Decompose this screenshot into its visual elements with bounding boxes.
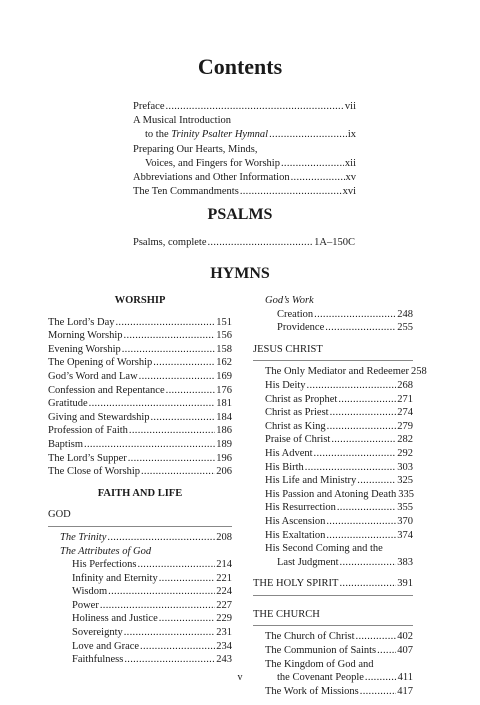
toc-entry-christ-as-king[interactable] xyxy=(253,420,413,434)
group-label-jesus-christ: JESUS CHRIST xyxy=(253,343,323,355)
entry-page: 169 xyxy=(216,370,232,382)
toc-entry-the-close-of-worship[interactable] xyxy=(48,465,232,479)
entry-page: ix xyxy=(347,129,356,141)
toc-entry-morning-worship[interactable] xyxy=(48,329,232,343)
entry-label: The Communion of Saints xyxy=(265,645,377,657)
entry-label: His Resurrection xyxy=(265,502,336,514)
entry-page: 184 xyxy=(216,411,232,423)
entry-label: Morning Worship xyxy=(48,330,123,342)
entry-page: xv xyxy=(345,172,356,184)
toc-entry-his-life-and-ministry[interactable] xyxy=(253,474,413,488)
group-label-the-church: THE CHURCH xyxy=(253,608,320,620)
toc-entry-faithfulness[interactable] xyxy=(48,653,232,667)
entry-page: 196 xyxy=(216,452,232,464)
entry-page: 303 xyxy=(397,461,413,473)
entry-label: Praise of Christ xyxy=(265,434,331,446)
toc-entry-christ-as-priest[interactable] xyxy=(253,406,413,420)
entry-label: Love and Grace xyxy=(72,640,140,652)
entry-page: 234 xyxy=(216,640,232,652)
entry-label: The Only Mediator and Redeemer xyxy=(265,366,410,378)
psalms-entry[interactable] xyxy=(133,237,355,248)
toc-entry-his-exaltation[interactable] xyxy=(253,529,413,543)
toc-entry-the-communion-of-saints[interactable] xyxy=(253,644,413,658)
entry-page: 292 xyxy=(397,447,413,459)
entry-label: Sovereignty xyxy=(72,627,123,639)
entry-page: 158 xyxy=(216,343,232,355)
entry-label: Christ as Prophet xyxy=(265,393,338,405)
entry-page: 402 xyxy=(397,631,413,643)
entry-label: Power xyxy=(72,599,99,611)
entry-page: xvi xyxy=(342,186,356,198)
entry-page: 383 xyxy=(397,556,413,568)
hymns-heading: HYMNS xyxy=(210,265,270,282)
entry-page: 227 xyxy=(216,599,232,611)
section-heading-faith-and-life: FAITH AND LIFE xyxy=(97,487,183,499)
entry-label: His Deity xyxy=(265,379,306,391)
entry-label: Preparing Our Hearts, Minds, xyxy=(133,143,258,155)
toc-entry-confession-and-repentance[interactable] xyxy=(48,384,232,398)
entry-label: Last Judgment xyxy=(277,556,339,568)
entry-page: 186 xyxy=(216,425,232,437)
entry-page: 162 xyxy=(216,357,232,369)
toc-entry-god-s-word-and-law[interactable] xyxy=(48,370,232,384)
toc-entry-preparing-our-hearts-minds[interactable] xyxy=(133,143,356,157)
entry-label: The Lord’s Day xyxy=(48,316,115,328)
section-heading-worship: WORSHIP xyxy=(114,295,166,306)
toc-entry-christ-as-prophet[interactable] xyxy=(253,393,413,407)
entry-page: 208 xyxy=(216,531,232,543)
toc-entry-preface[interactable] xyxy=(133,100,356,114)
toc-entry-his-advent[interactable] xyxy=(253,447,413,461)
entry-label: His Perfections xyxy=(72,559,137,571)
entry-page: 181 xyxy=(216,398,232,410)
entry-label: Abbreviations and Other Information xyxy=(133,172,290,184)
entry-page: 407 xyxy=(397,645,413,657)
entry-label: Profession of Faith xyxy=(48,425,128,437)
entry-page: xii xyxy=(344,157,356,169)
toc-entry-last-judgment[interactable] xyxy=(253,556,413,570)
entry-label: The Work of Missions xyxy=(265,685,359,697)
toc-entry-voices-and-fingers-for-worship[interactable] xyxy=(133,157,356,171)
toc-entry-the-lord-s-supper[interactable] xyxy=(48,452,232,466)
entry-label-title: Trinity Psalter Hymnal xyxy=(171,129,269,141)
toc-entry-praise-of-christ[interactable] xyxy=(253,433,413,447)
entry-label: Creation xyxy=(277,308,314,320)
divider xyxy=(48,526,232,527)
entry-label: A Musical Introduction xyxy=(133,115,231,127)
toc-entry-the-church-of-christ[interactable] xyxy=(253,630,413,644)
entry-label: God’s Word and Law xyxy=(48,370,138,382)
entry-label: Psalms, complete xyxy=(133,237,207,248)
toc-entry-giving-and-stewardship[interactable] xyxy=(48,411,232,425)
entry-label: Infinity and Eternity xyxy=(72,572,158,584)
toc-entry-wisdom[interactable] xyxy=(48,585,232,599)
front-matter-list xyxy=(133,100,356,199)
entry-page: 224 xyxy=(216,586,232,598)
entry-label: Evening Worship xyxy=(48,343,121,355)
entry-label: His Birth xyxy=(265,461,304,473)
toc-entry-the-holy-spirit[interactable] xyxy=(253,577,413,591)
toc-entry-his-passion-and-atoning-death[interactable] xyxy=(253,488,413,502)
entry-label: Gratitude xyxy=(48,398,88,410)
entry-page: 279 xyxy=(397,420,413,432)
entry-page: 255 xyxy=(397,322,413,334)
psalms-heading: PSALMS xyxy=(207,206,273,223)
entry-label: His Exaltation xyxy=(265,529,326,541)
toc-entry-love-and-grace[interactable] xyxy=(48,640,232,654)
entry-page: 411 xyxy=(397,672,413,684)
entry-page: 325 xyxy=(397,475,413,487)
group-label-god-s-work: God’s Work xyxy=(265,295,314,306)
entry-page: 258 xyxy=(411,366,427,378)
entry-page: 374 xyxy=(397,529,413,541)
entry-page: vii xyxy=(344,101,356,112)
entry-page: 282 xyxy=(397,434,413,446)
entry-page: 370 xyxy=(397,515,413,527)
entry-label: The Opening of Worship xyxy=(48,357,153,369)
toc-entry-sovereignty[interactable] xyxy=(48,626,232,640)
toc-entry-his-birth[interactable] xyxy=(253,461,413,475)
entry-page: 391 xyxy=(397,578,413,590)
entry-page: 271 xyxy=(397,393,413,405)
group-label-the-attributes-of-god: The Attributes of God xyxy=(60,545,152,557)
entry-page: 151 xyxy=(216,316,232,328)
entry-label: the Covenant People xyxy=(277,672,364,684)
toc-entry-profession-of-faith[interactable] xyxy=(48,424,232,438)
hymns-left-column xyxy=(48,294,232,667)
spacer xyxy=(48,308,232,316)
entry-label: THE HOLY SPIRIT xyxy=(253,578,339,590)
entry-label: The Trinity xyxy=(60,531,107,543)
toc-entry-evening-worship[interactable] xyxy=(48,343,232,357)
entry-page: 248 xyxy=(397,308,413,320)
page-number: v xyxy=(237,672,243,683)
toc-entry-the-lord-s-day[interactable] xyxy=(48,316,232,330)
entry-page: 243 xyxy=(216,654,232,666)
entry-label: Christ as Priest xyxy=(265,407,329,419)
toc-entry-the-trinity[interactable] xyxy=(48,531,232,545)
entry-label: The Church of Christ xyxy=(265,631,355,643)
entry-label: Providence xyxy=(277,322,325,334)
entry-page: 176 xyxy=(216,384,232,396)
toc-entry-creation[interactable] xyxy=(253,308,413,322)
entry-label: Giving and Stewardship xyxy=(48,411,150,423)
toc-entry-the-only-mediator-and-redeemer[interactable] xyxy=(253,365,427,379)
entry-label: Wisdom xyxy=(72,586,108,598)
entry-page: 1A–150C xyxy=(314,237,355,248)
divider xyxy=(253,625,413,626)
spacer xyxy=(253,569,413,577)
toc-entry-his-resurrection[interactable] xyxy=(253,501,413,515)
group-label-his-second-coming-and-the: His Second Coming and the xyxy=(265,543,383,555)
entry-label: Preface xyxy=(133,101,165,112)
entry-label: Holiness and Justice xyxy=(72,613,158,625)
entry-label xyxy=(145,128,268,142)
entry-page: 231 xyxy=(216,627,232,639)
entry-label: His Life and Ministry xyxy=(265,475,357,487)
toc-entry-a-musical-introduction[interactable] xyxy=(133,114,356,128)
entry-label: His Passion and Atoning Death xyxy=(265,488,397,500)
divider xyxy=(253,595,413,596)
entry-page: 268 xyxy=(397,379,413,391)
spacer xyxy=(253,600,413,608)
page-title: Contents xyxy=(197,54,283,79)
toc-entry-his-deity[interactable] xyxy=(253,379,413,393)
toc-entry-power[interactable] xyxy=(48,599,232,613)
divider xyxy=(253,360,413,361)
hymns-right-column xyxy=(253,294,427,698)
entry-label: Voices, and Fingers for Worship xyxy=(145,157,280,169)
entry-page: 214 xyxy=(216,559,232,571)
entry-page: 229 xyxy=(216,613,232,625)
entry-label: The Close of Worship xyxy=(48,466,140,478)
toc-entry-baptism[interactable] xyxy=(48,438,232,452)
entry-label: His Ascension xyxy=(265,515,326,527)
toc-entry-his-ascension[interactable] xyxy=(253,515,413,529)
entry-label: Baptism xyxy=(48,438,84,450)
entry-label-prefix: to the xyxy=(145,129,172,141)
entry-page: 355 xyxy=(397,502,413,514)
entry-label: The Ten Commandments xyxy=(133,186,239,198)
entry-page: 156 xyxy=(216,330,232,342)
spacer xyxy=(48,500,232,508)
entry-page: 274 xyxy=(397,407,413,419)
toc-entry-his-perfections[interactable] xyxy=(48,558,232,572)
toc-entry-the-work-of-missions[interactable] xyxy=(253,685,413,699)
spacer xyxy=(48,479,232,487)
toc-entry-abbreviations-and-other-information[interactable] xyxy=(133,171,356,185)
toc-entry-trinity-psalter-hymnal[interactable] xyxy=(133,128,356,142)
toc-entry-the-opening-of-worship[interactable] xyxy=(48,356,232,370)
entry-label: His Advent xyxy=(265,447,313,459)
toc-entry-holiness-and-justice[interactable] xyxy=(48,612,232,626)
entry-label: The Lord’s Supper xyxy=(48,452,127,464)
toc-entry-providence[interactable] xyxy=(253,321,413,335)
group-label-the-kingdom-of-god-and: The Kingdom of God and xyxy=(265,658,374,670)
toc-entry-gratitude[interactable] xyxy=(48,397,232,411)
toc-entry-infinity-and-eternity[interactable] xyxy=(48,572,232,586)
entry-page: 189 xyxy=(216,438,232,450)
group-label-god: GOD xyxy=(48,509,71,521)
spacer xyxy=(253,335,413,343)
entry-page: 206 xyxy=(216,466,232,478)
entry-page: 417 xyxy=(397,685,413,697)
entry-label: Christ as King xyxy=(265,420,326,432)
toc-entry-the-ten-commandments[interactable] xyxy=(133,185,356,199)
entry-page: 221 xyxy=(216,572,232,584)
entry-label: Confession and Repentance xyxy=(48,384,165,396)
entry-page: 335 xyxy=(398,488,414,500)
entry-label: Faithfulness xyxy=(72,654,124,666)
